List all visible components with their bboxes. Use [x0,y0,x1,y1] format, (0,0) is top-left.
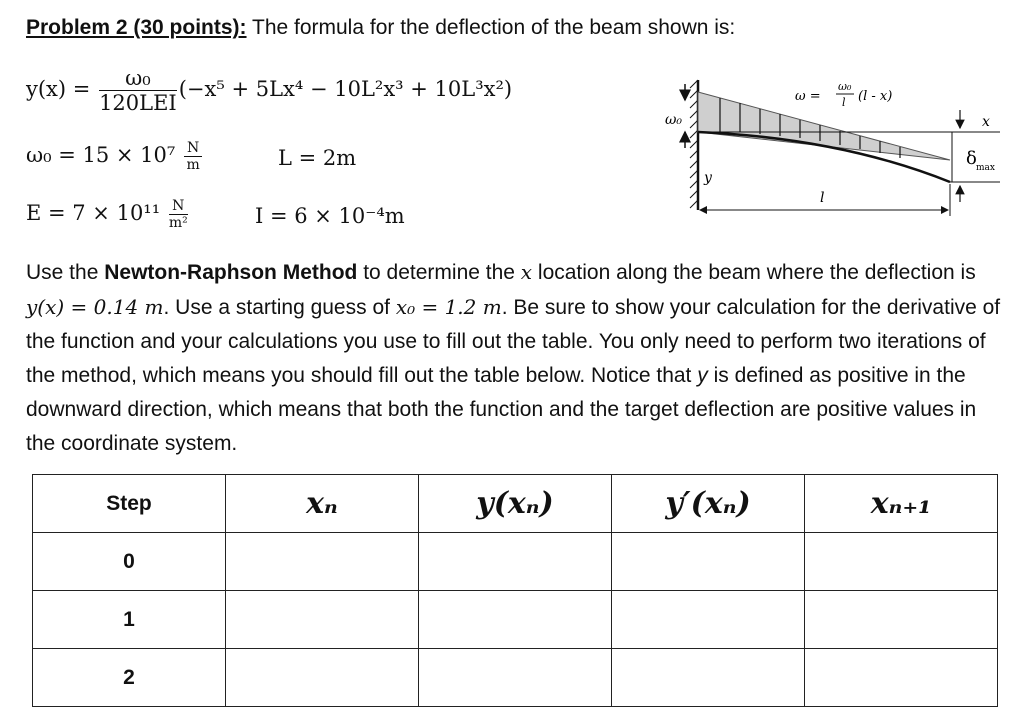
constant-w0 [26,140,204,173]
dyxn-cell[interactable] [612,591,805,649]
y-symbol: y [697,364,708,387]
E-unit-den: m² [168,215,188,232]
header-yxn: y(xₙ) [419,475,612,533]
load-formula-num: ω₀ [838,80,852,93]
table-header-row [33,475,998,533]
formula-fraction [99,66,177,115]
load-formula [795,80,892,109]
para-text-5: . Be sure to show your calculation for the derivative of the function and your calculations you use to fill out the table. You only need to perform two iterations of the method, which means you should fill out the table below. Notice that [26,296,1001,387]
para-text-6: is defined as positive in the downward direction, which means that both the function and the target deflection are positive values in the coordinate system. [26,364,977,455]
table-row [33,591,998,649]
load-formula-tail: (l - x) [858,89,893,104]
E-value: E = 7 × 10¹¹ [26,201,161,226]
header-xn: xₙ [226,475,419,533]
formula-polynomial: (−x⁵ + 5Lx⁴ − 10L²x³ + 10L³x²) [178,77,513,102]
step-cell: 2 [33,649,226,707]
iteration-table [32,474,998,707]
yxn-cell[interactable] [419,649,612,707]
load-formula-lhs: ω = [795,89,821,104]
constant-I: I = 6 × 10⁻⁴m [255,204,405,228]
starting-guess: x₀ = 1.2 m [395,295,502,319]
problem-heading [26,16,735,40]
distributed-load [698,92,950,160]
y-axis-label: y [704,170,712,186]
deflection-formula [26,66,512,115]
problem-intro: The formula for the deflection of the beam shown is: [246,16,736,39]
para-text-2: to determine the [357,261,521,284]
E-unit-num: N [169,198,188,215]
constant-E [26,198,190,231]
instructions-paragraph [26,255,1011,461]
step-cell: 0 [33,533,226,591]
table-row [33,649,998,707]
xn-cell[interactable] [226,591,419,649]
w0-unit [184,140,202,173]
header-step: Step [33,475,226,533]
table-row [33,533,998,591]
step-cell: 1 [33,591,226,649]
wall-support [690,80,698,210]
w0-unit-num: N [184,140,202,157]
x-axis-label: x [982,114,990,130]
E-unit [169,198,188,231]
header-dyxn: y′(xₙ) [612,475,805,533]
load-formula-den: l [842,96,846,109]
formula-denominator: 120LEI [99,91,177,116]
problem-title: Problem 2 (30 points): [26,16,247,39]
yxn-cell[interactable] [419,591,612,649]
dmax-sub: max [976,163,995,173]
method-name: Newton-Raphson Method [104,261,358,284]
para-text-4: . Use a starting guess of [163,296,396,319]
xn-cell[interactable] [226,533,419,591]
header-xn1: xₙ₊₁ [805,475,998,533]
beam-diagram [660,70,1010,230]
yxn-cell[interactable] [419,533,612,591]
dmax-label: δ [966,148,977,169]
dyxn-cell[interactable] [612,533,805,591]
xn-cell[interactable] [226,649,419,707]
para-text-1: Use the [26,261,105,284]
formula-numerator: ω₀ [99,66,177,91]
para-text-3: location along the beam where the deflection is [532,261,976,284]
constant-L: L = 2m [278,146,357,170]
xn1-cell[interactable] [805,533,998,591]
dyxn-cell[interactable] [612,649,805,707]
xn1-cell[interactable] [805,649,998,707]
w0-left-label: ω₀ [665,112,683,128]
w0-value: ω₀ = 15 × 10⁷ [26,143,176,168]
length-label: l [820,190,825,206]
w0-unit-den: m [186,157,200,174]
xn1-cell[interactable] [805,591,998,649]
target-deflection: y(x) = 0.14 m [26,295,164,319]
formula-lhs: y(x) = [26,77,91,102]
x-symbol: x [520,260,533,284]
